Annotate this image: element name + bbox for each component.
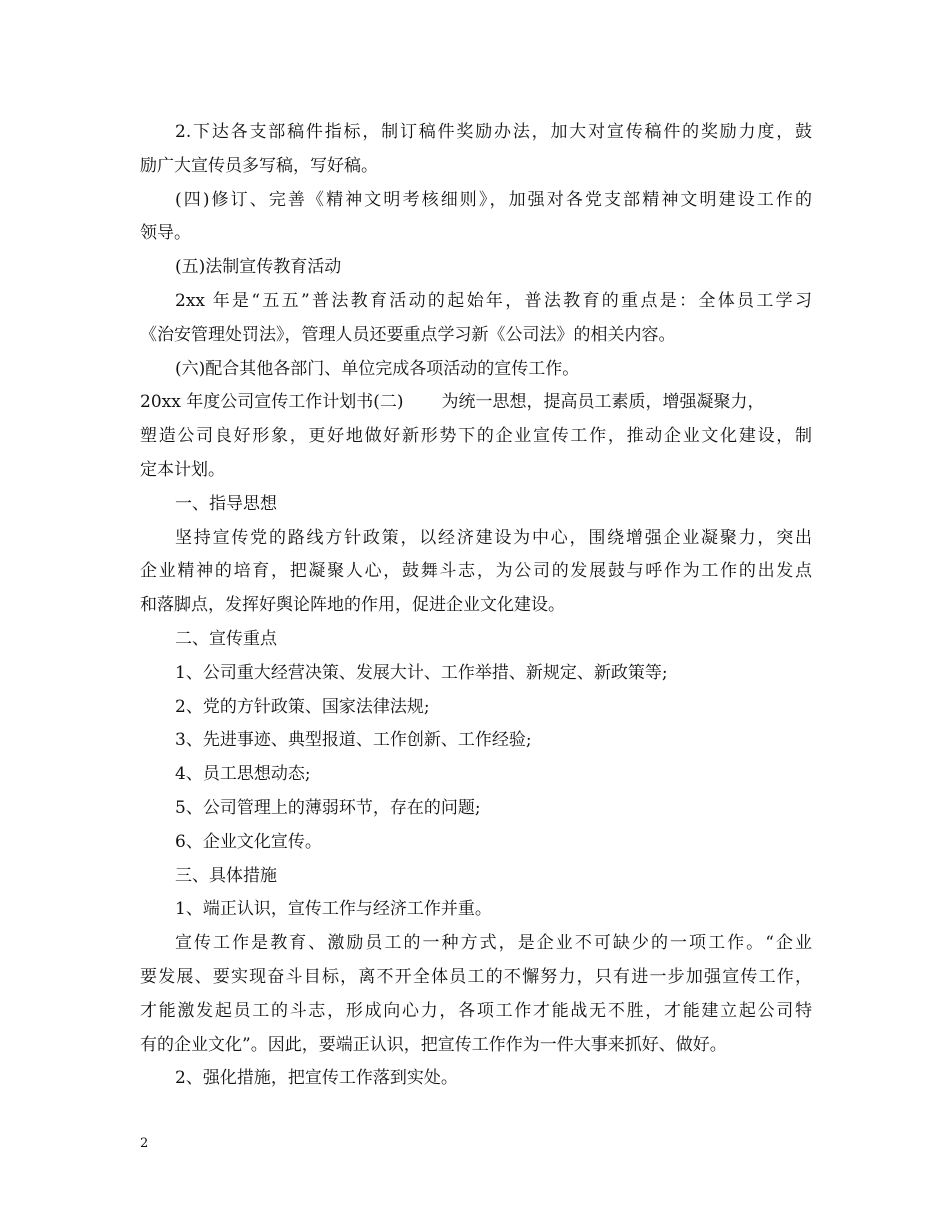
section-heading: (五)法制宣传教育活动 bbox=[175, 257, 342, 278]
list-item: 3、先进事迹、典型报道、工作创新、工作经验; bbox=[175, 730, 532, 751]
paragraph-line: (四)修订、完善《精神文明考核细则》，加强对各党支部精神文明建设工作的 bbox=[175, 189, 812, 210]
list-item: 2、党的方针政策、国家法律法规; bbox=[175, 696, 430, 717]
paragraph-line: 要发展、要实现奋斗目标，离不开全体员工的不懈努力，只有进一步加强宣传工作， bbox=[140, 966, 812, 987]
paragraph-line: 和落脚点，发挥好舆论阵地的作用，促进企业文化建设。 bbox=[140, 595, 565, 616]
subsection-heading: 2、强化措施，把宣传工作落到实处。 bbox=[175, 1068, 458, 1089]
page-number: 2 bbox=[140, 1136, 149, 1151]
paragraph-line: 领导。 bbox=[140, 223, 191, 244]
document-subtitle-line bbox=[140, 386, 812, 420]
list-item: 1、公司重大经营决策、发展大计、工作举措、新规定、新政策等; bbox=[175, 662, 668, 683]
paragraph-line: 2.下达各支部稿件指标，制订稿件奖励办法，加大对宣传稿件的奖励力度，鼓 bbox=[175, 122, 812, 142]
paragraph-line: 宣传工作是教育、激励员工的一种方式，是企业不可缺少的一项工作。“企业 bbox=[175, 933, 812, 954]
paragraph-line: 企业精神的培育，把凝聚人心，鼓舞斗志，为公司的发展鼓与呼作为工作的出发点 bbox=[140, 561, 812, 582]
document-subtitle: 20xx 年度公司宣传工作计划书(二) bbox=[140, 392, 404, 413]
section-heading: 二、宣传重点 bbox=[175, 628, 277, 649]
paragraph-line: 定本计划。 bbox=[140, 459, 225, 480]
list-item: 5、公司管理上的薄弱环节，存在的问题; bbox=[175, 797, 481, 818]
paragraph-line: 励广大宣传员多写稿，写好稿。 bbox=[140, 155, 378, 176]
document-body bbox=[140, 116, 812, 1096]
paragraph-text: 为统一思想，提高员工素质，增强凝聚力， bbox=[441, 392, 765, 413]
paragraph-line: 有的企业文化”。因此，要端正认识，把宣传工作作为一件大事来抓好、做好。 bbox=[140, 1034, 727, 1055]
paragraph-line: 《治安管理处罚法》，管理人员还要重点学习新《公司法》的相关内容。 bbox=[140, 324, 676, 345]
paragraph-line: 塑造公司良好形象，更好地做好新形势下的企业宣传工作，推动企业文化建设，制 bbox=[140, 426, 812, 447]
section-heading: 三、具体措施 bbox=[175, 865, 277, 886]
subsection-heading: 1、端正认识，宣传工作与经济工作并重。 bbox=[175, 899, 492, 920]
paragraph-line: 2xx 年是“五五”普法教育活动的起始年，普法教育的重点是：全体员工学习 bbox=[175, 290, 812, 311]
paragraph-line: 坚持宣传党的路线方针政策，以经济建设为中心，围绕增强企业凝聚力，突出 bbox=[175, 527, 812, 548]
paragraph-line: 才能激发起员工的斗志，形成向心力，各项工作才能战无不胜，才能建立起公司特 bbox=[140, 1000, 812, 1021]
section-heading: 一、指导思想 bbox=[175, 493, 277, 514]
paragraph-line: (六)配合其他各部门、单位完成各项活动的宣传工作。 bbox=[175, 358, 580, 379]
list-item: 6、企业文化宣传。 bbox=[175, 831, 322, 852]
list-item: 4、员工思想动态; bbox=[175, 764, 311, 785]
